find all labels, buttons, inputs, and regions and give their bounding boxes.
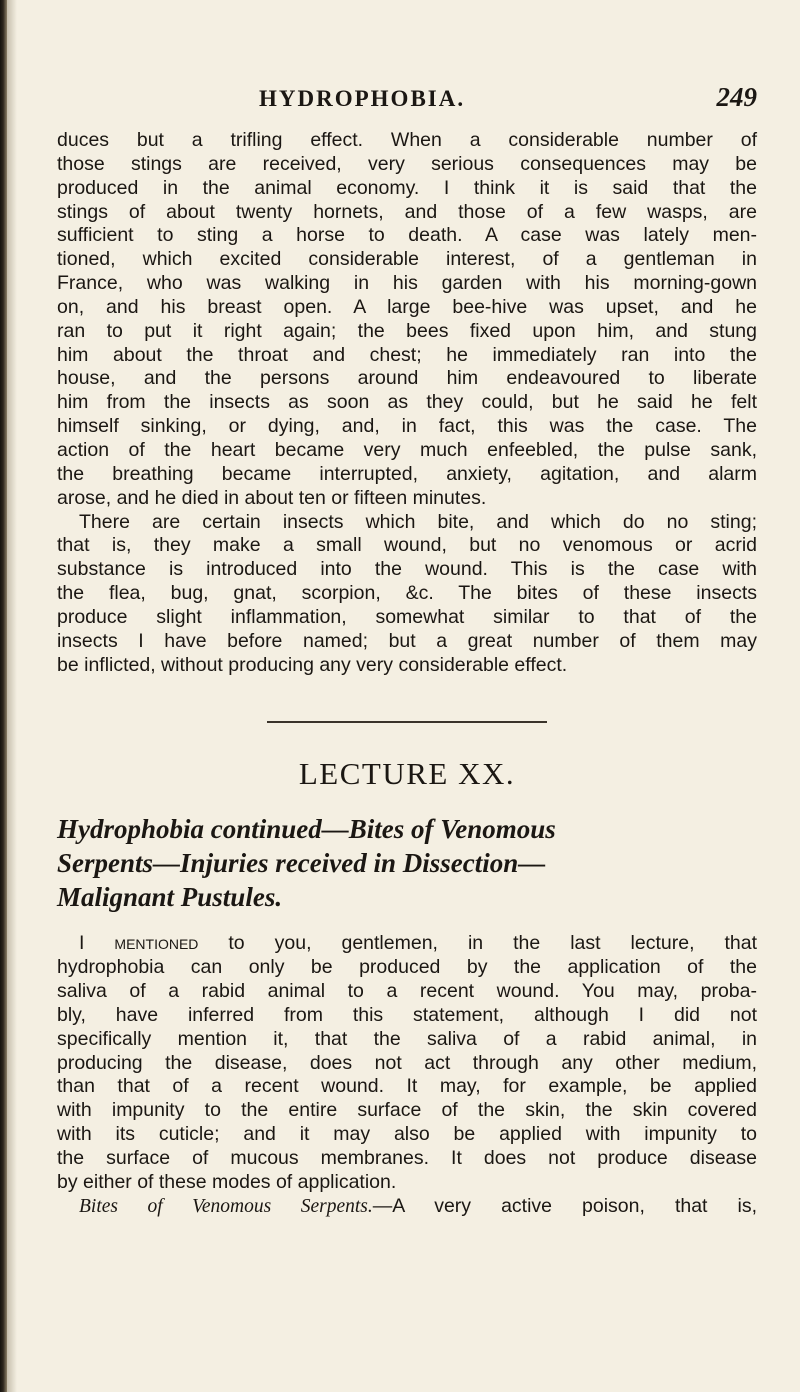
running-head-title: HYDROPHOBIA. [259, 86, 466, 111]
text-line: There are certain insects which bite, and which do no sting; [79, 510, 757, 533]
paragraph-biting-insects [57, 511, 757, 678]
text-line: than that of a recent wound. It may, for example, be applied [57, 1075, 757, 1098]
text-line: specifically mention it, that the saliva of a rabid animal, in [57, 1027, 757, 1050]
section-divider-rule [267, 721, 547, 723]
text-line: the surface of mucous membranes. It does not produce disease [57, 1147, 757, 1169]
text-line: with its cuticle; and it may also be applied with impunity to [57, 1123, 757, 1146]
text-line: saliva of a rabid animal to a recent wound. You may, proba- [57, 980, 757, 1003]
text-line: insects I have before named; but a great number of them may [57, 629, 757, 652]
text-line: bly, have inferred from this statement, although I did not [57, 1003, 757, 1026]
page-number: 249 [716, 82, 757, 112]
text-line: tioned, which excited considerable interest, of a gentleman in [57, 248, 757, 271]
text-line: house, and the persons around him endeavoured to liberate [57, 367, 757, 390]
gutter-shadow [7, 0, 17, 1392]
text-line: that is, they make a small wound, but no venomous or acrid [57, 534, 757, 557]
book-binding-edge [0, 0, 7, 1392]
text-line: action of the heart became very much enfeebled, the pulse sank, [57, 438, 757, 461]
paragraph-venomous-serpents [57, 1195, 757, 1219]
paragraph-lecture-opening [57, 932, 757, 1194]
text-line: by either of these modes of application. [57, 1170, 397, 1193]
running-head [57, 82, 757, 120]
text-line: duces but a trifling effect. When a considerable number of [57, 129, 757, 151]
text-line [57, 1195, 757, 1219]
book-page [57, 82, 758, 1219]
text-line: producing the disease, does not act through any other medium, [57, 1051, 757, 1074]
first-line-rest: to you, gentlemen, in the last lecture, that [198, 932, 757, 955]
text-line: ran to put it right again; the bees fixed upon him, and stung [57, 319, 757, 342]
text-line: him from the insects as soon as they could, but he said he felt [57, 391, 757, 414]
text-line: substance is introduced into the wound. This is the case with [57, 558, 757, 581]
subtitle-line: Serpents—Injuries received in Dissection— [57, 848, 546, 879]
text-line [57, 932, 757, 956]
italic-lead: Bites of Venomous Serpents. [79, 1195, 373, 1217]
lecture-subtitle [57, 812, 757, 914]
text-line: sufficient to sting a horse to death. A case was lately men- [57, 224, 757, 247]
lecture-heading: LECTURE XX. [298, 756, 516, 792]
text-line: be inflicted, without producing any very considerable effect. [57, 653, 568, 676]
text-line: the breathing became interrupted, anxiety, agitation, and alarm [57, 462, 757, 485]
subtitle-line: Malignant Pustules. [57, 882, 283, 913]
text-line: on, and his breast open. A large bee-hive was upset, and he [57, 295, 757, 318]
opening-small-caps: I mentioned [79, 932, 199, 955]
text-line: arose, and he died in about ten or fifteen minutes. [57, 486, 487, 509]
paragraph-bee-stings [57, 129, 757, 511]
lead-rest: —A very active poison, that is, [372, 1194, 758, 1217]
text-line: those stings are received, very serious consequences may be [57, 152, 757, 175]
text-line: produce slight inflammation, somewhat similar to that of the [57, 605, 757, 628]
text-line: produced in the animal economy. I think it is said that the [57, 176, 757, 199]
text-line: stings of about twenty hornets, and those of a few wasps, are [57, 200, 757, 223]
text-line: him about the throat and chest; he immediately ran into the [57, 343, 757, 366]
subtitle-line: Hydrophobia continued—Bites of Venomous [57, 814, 556, 845]
text-line: with impunity to the entire surface of the skin, the skin covered [57, 1099, 757, 1122]
text-line: the flea, bug, gnat, scorpion, &c. The bites of these insects [57, 582, 757, 605]
text-line: hydrophobia can only be produced by the application of the [57, 956, 757, 979]
text-line: himself sinking, or dying, and, in fact, this was the case. The [57, 415, 757, 438]
text-line: France, who was walking in his garden with his morning-gown [57, 272, 757, 295]
